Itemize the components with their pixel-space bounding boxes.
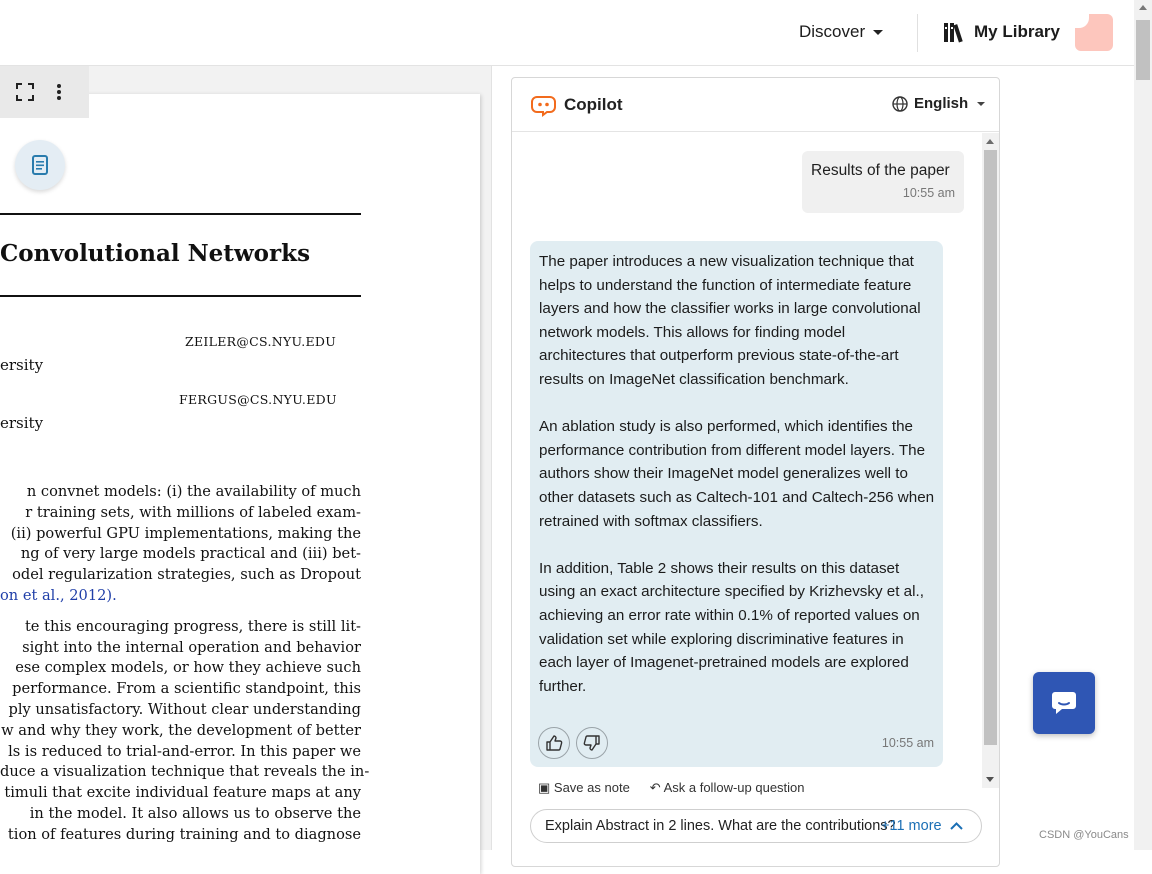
- author-email: FERGUS@CS.NYU.EDU: [179, 392, 337, 407]
- author-email: ZEILER@CS.NYU.EDU: [185, 334, 337, 349]
- chevron-up-icon: [950, 822, 963, 830]
- copilot-logo-icon: [531, 92, 556, 117]
- language-selector[interactable]: [892, 95, 985, 112]
- chat-bubble-icon: [1050, 690, 1078, 716]
- title-rule-top: [0, 213, 361, 215]
- feedback-buttons: [538, 727, 608, 759]
- paragraph-gap: [0, 607, 361, 617]
- more-suggestions-button[interactable]: [881, 818, 963, 834]
- author-affiliation: ersity: [0, 414, 44, 432]
- fullscreen-icon[interactable]: [16, 83, 34, 101]
- scroll-up-arrow[interactable]: [1139, 5, 1147, 10]
- paper-line: timuli that excite individual feature maps at any: [4, 784, 361, 802]
- discover-label: Discover: [799, 22, 866, 41]
- message-actions: [538, 780, 805, 796]
- thumbs-up-icon: [545, 734, 563, 752]
- document-icon: [31, 155, 49, 175]
- follow-up-label: Ask a follow-up question: [663, 780, 805, 795]
- paper-line: ng of very large models practical and (iii) bet-: [20, 545, 361, 563]
- watermark: CSDN @YouCans: [1039, 829, 1129, 841]
- scroll-up-arrow[interactable]: [986, 139, 994, 144]
- paper-line: n convnet models: (i) the availability of much: [26, 483, 361, 500]
- chevron-down-icon: [873, 30, 883, 35]
- save-as-note-label: Save as note: [553, 780, 630, 795]
- pdf-viewer[interactable]: [0, 66, 492, 850]
- paper-line: ese complex models, or how they achieve such: [15, 659, 361, 677]
- window-scrollbar[interactable]: [1134, 0, 1152, 850]
- thumbs-up-button[interactable]: [538, 727, 570, 759]
- paper-title: Convolutional Networks: [0, 240, 311, 267]
- paper-line: ply unsatisfactory. Without clear understanding: [8, 700, 361, 718]
- more-suggestions-label: +11 more: [881, 818, 942, 834]
- suggested-question-input[interactable]: [530, 809, 982, 843]
- chat-support-button[interactable]: [1033, 672, 1095, 734]
- thumbs-down-icon: [583, 734, 601, 752]
- title-rule-bottom: [0, 295, 361, 297]
- follow-up-button[interactable]: ↶ Ask a follow-up question: [649, 780, 805, 795]
- paper-line: in the model. It also allows us to observe the: [29, 804, 361, 822]
- copilot-header: [512, 78, 999, 132]
- more-vertical-icon[interactable]: [56, 83, 62, 101]
- paper-line: tion of features during training and to diagnose: [7, 825, 361, 843]
- scroll-thumb[interactable]: [984, 150, 997, 745]
- assistant-paragraph: In addition, Table 2 shows their results on this dataset using an exact architecture specified by Krizhevsky et al., achieving an error rate within 0.1% of reported values on validation set while exploring discriminative features in each layer of Imagenet-pretrained models are explored further.: [539, 559, 924, 695]
- user-message-time: 10:55 am: [902, 186, 955, 200]
- paper-citation[interactable]: on et al., 2012).: [0, 586, 117, 604]
- suggested-question-text[interactable]: Explain Abstract in 2 lines. What are the contributions?: [545, 818, 896, 834]
- thumbs-down-button[interactable]: [576, 727, 608, 759]
- scroll-down-arrow[interactable]: [986, 777, 994, 782]
- my-library-label: My Library: [974, 22, 1060, 41]
- save-as-note-button[interactable]: ▣ Save as note: [538, 780, 630, 795]
- pdf-page: [0, 94, 480, 874]
- paper-line: ls is reduced to trial-and-error. In this paper we: [8, 742, 361, 760]
- author-affiliation: ersity: [0, 356, 44, 374]
- paper-line: w and why they work, the development of better: [1, 721, 361, 739]
- library-books-icon: [943, 21, 965, 43]
- discover-menu[interactable]: [799, 22, 883, 42]
- pdf-toolbar: [0, 66, 89, 118]
- paper-line: duce a visualization technique that reveals the in-: [0, 763, 370, 781]
- assistant-message: [530, 241, 943, 767]
- paper-line: sight into the internal operation and behavior: [22, 638, 361, 656]
- paper-body: [0, 482, 370, 846]
- chat-scrollbar[interactable]: [982, 133, 999, 788]
- copilot-panel: [511, 77, 1000, 867]
- assistant-paragraph: An ablation study is also performed, which identifies the performance contribution from different model layers. The authors show their ImageNet model generalizes well to other datasets such as Caltech-101 and Caltech-256 when retrained with softmax classifiers.: [539, 418, 935, 530]
- scroll-thumb[interactable]: [1136, 20, 1150, 80]
- document-outline-button[interactable]: [15, 140, 65, 190]
- globe-icon: [892, 96, 908, 112]
- chat-thread[interactable]: [512, 133, 982, 795]
- assistant-message-time: 10:55 am: [881, 736, 934, 750]
- paper-line: te this encouraging progress, there is still lit-: [24, 617, 361, 635]
- paper-line: r training sets, with millions of labeled exam-: [25, 503, 361, 521]
- avatar[interactable]: [1075, 14, 1113, 51]
- top-bar: [0, 0, 1134, 66]
- paper-line: (ii) powerful GPU implementations, making the: [10, 524, 361, 542]
- language-label: English: [914, 95, 969, 112]
- my-library-link[interactable]: [943, 21, 1060, 43]
- paper-line: odel regularization strategies, such as Dropout: [12, 566, 361, 584]
- user-message: [802, 151, 964, 213]
- divider: [917, 14, 918, 52]
- assistant-paragraph: The paper introduces a new visualization technique that helps to understand the function of intermediate feature layers and how the classifier works in large convolutional network models. This allows for finding model architectures that outperform previous state-of-the-art results on ImageNet classification benchmark.: [539, 253, 921, 388]
- paper-line: performance. From a scientific standpoint, this: [12, 680, 361, 698]
- user-message-text: Results of the paper: [811, 162, 950, 179]
- copilot-title: Copilot: [564, 95, 623, 114]
- chevron-down-icon: [977, 102, 985, 106]
